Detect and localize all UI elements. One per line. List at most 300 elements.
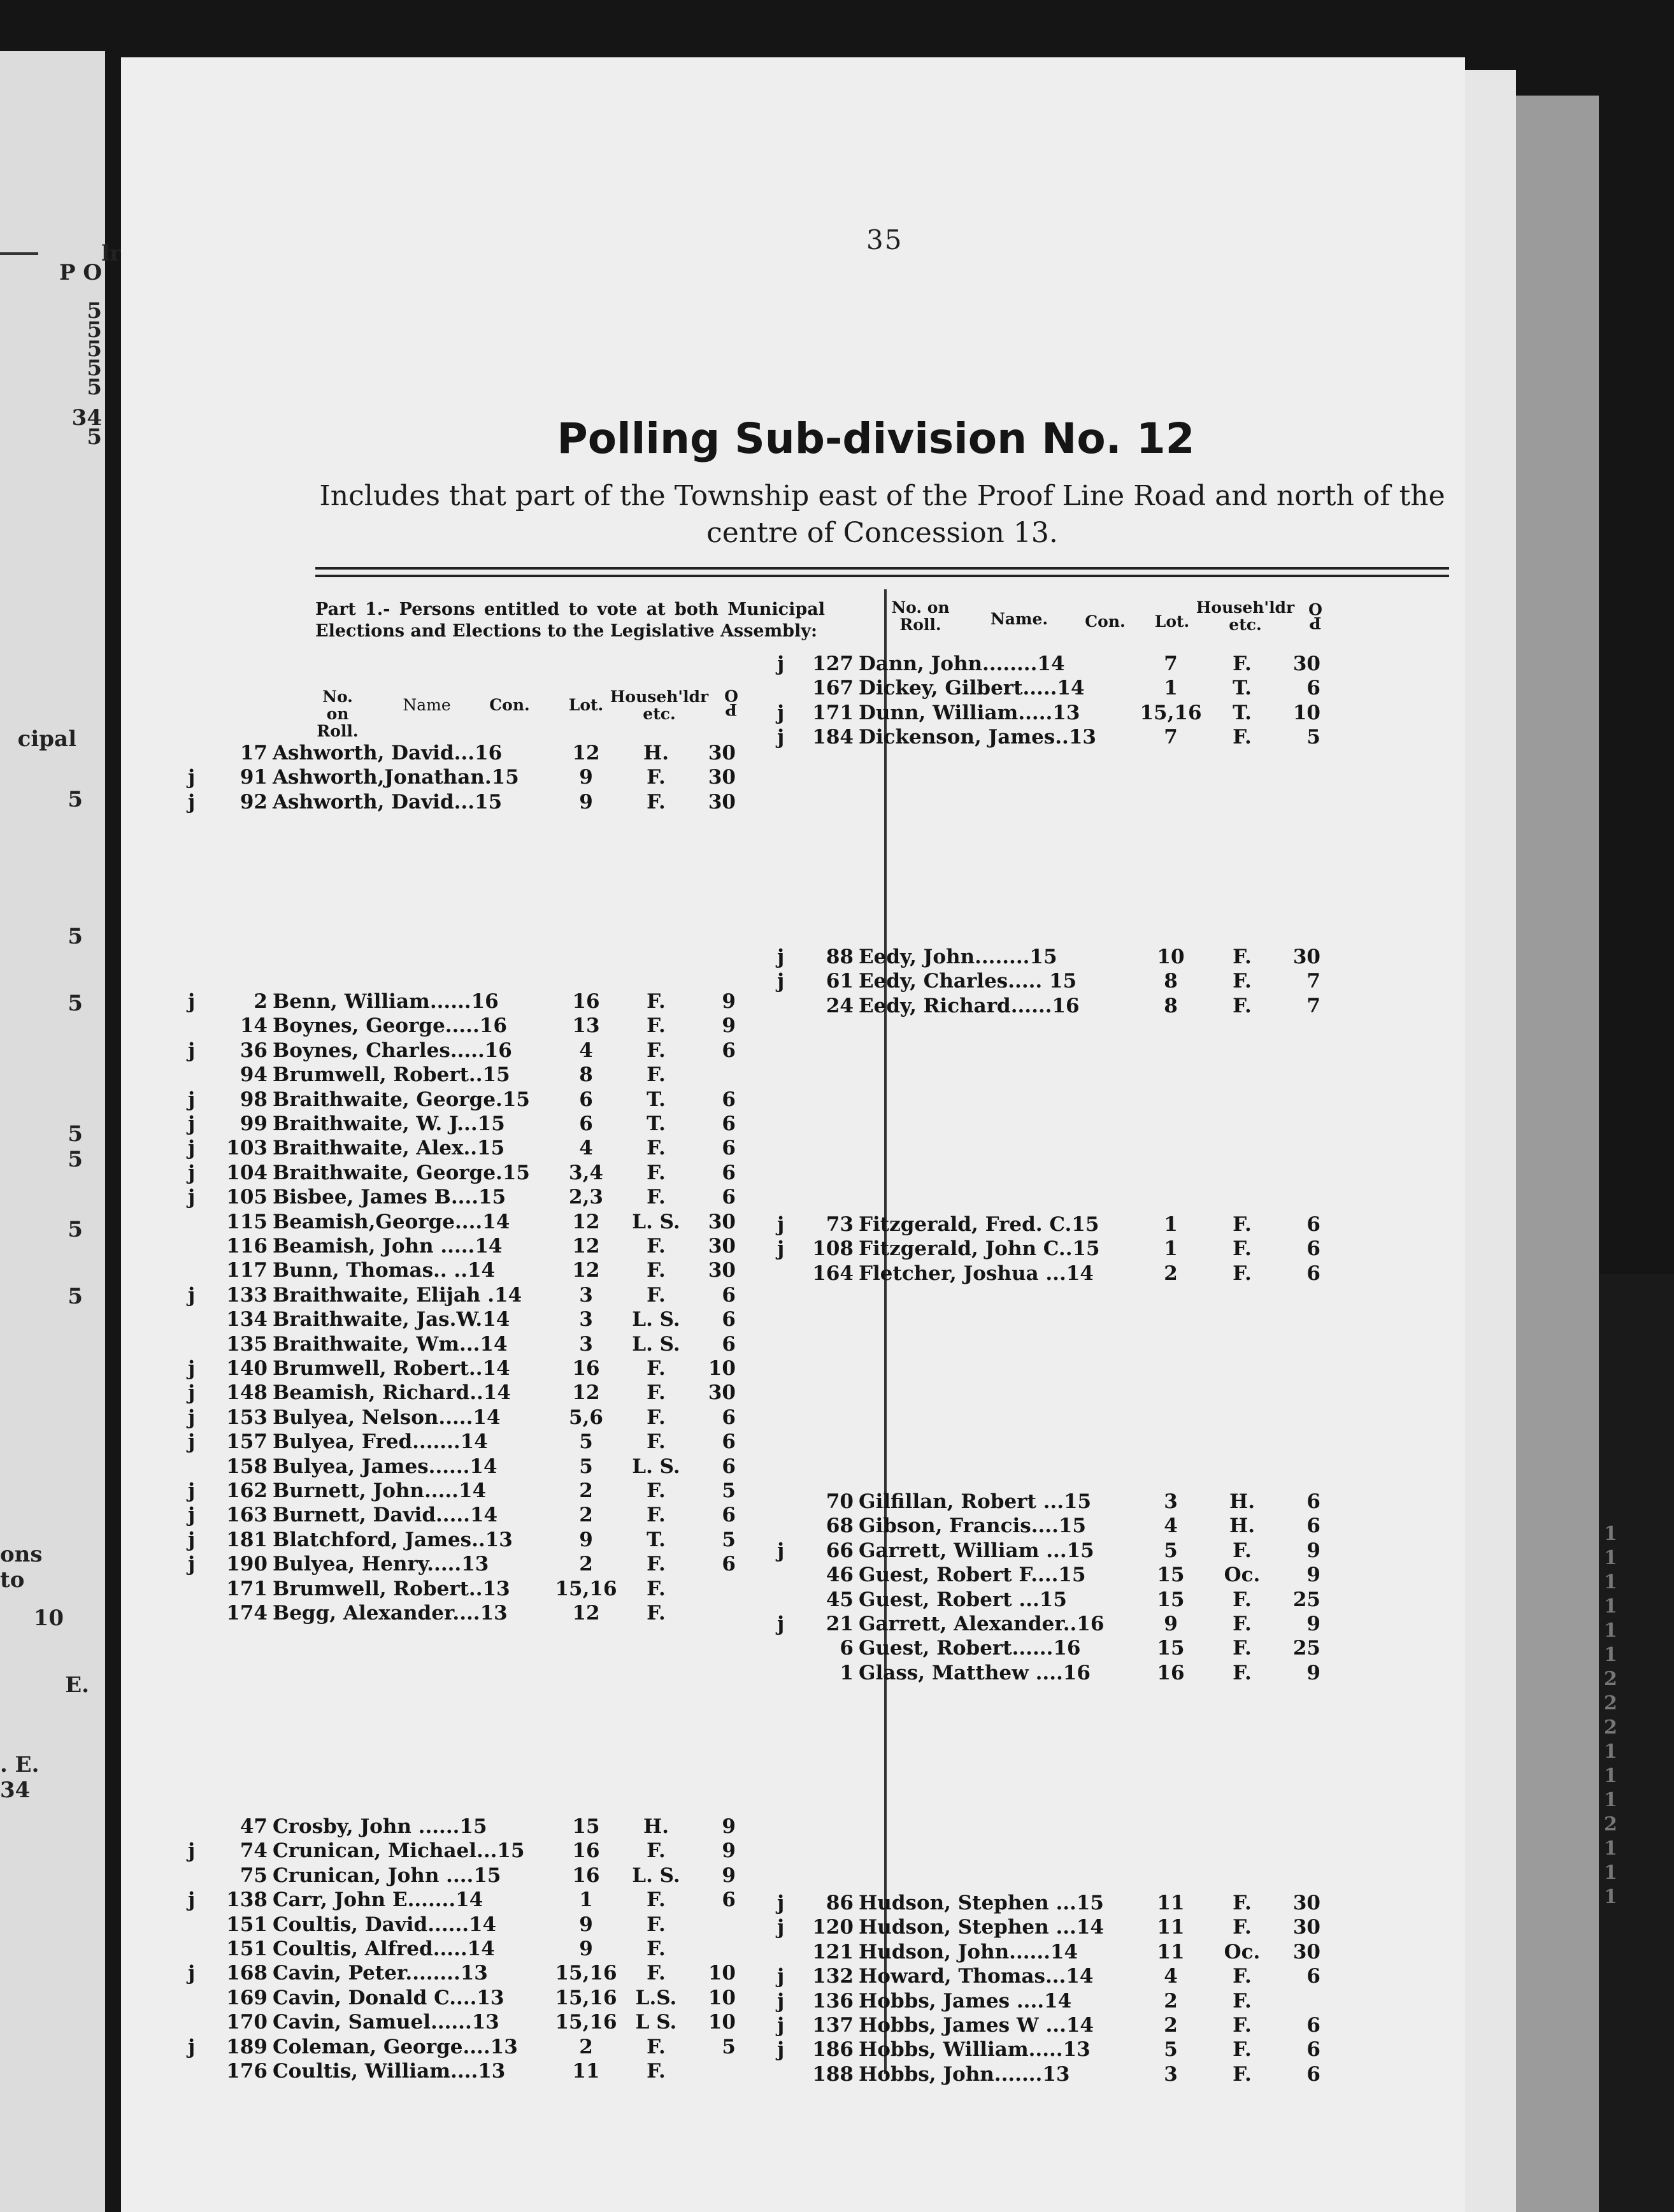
lot-value: 9: [579, 790, 593, 814]
strip-fragment: 10: [33, 1605, 64, 1631]
header-lot: Lot.: [1154, 612, 1190, 631]
po-value: 6: [1306, 2062, 1320, 2086]
po-value: 30: [1292, 1940, 1320, 1964]
po-value: 6: [1306, 677, 1320, 700]
po-value: 9: [1306, 1563, 1320, 1587]
po-value: 6: [722, 1137, 736, 1160]
householder-value: F.: [647, 1014, 666, 1038]
voter-name-con: Coleman, George....13: [273, 2035, 518, 2058]
jury-mark: j: [188, 990, 196, 1013]
roll-number: 24: [826, 994, 854, 1017]
po-value: 9: [722, 1014, 736, 1038]
voter-name-con: Hobbs, William.....13: [859, 2038, 1091, 2062]
voter-name-con: Guest, Robert......16: [859, 1637, 1081, 1660]
po-value: 10: [708, 1986, 736, 2009]
roll-number: 103: [226, 1137, 268, 1160]
lot-value: 2: [1164, 2014, 1178, 2037]
householder-value: F.: [647, 1405, 666, 1429]
lot-value: 3: [1164, 1490, 1178, 1513]
fringe-fragment: 1: [1604, 1571, 1617, 1593]
roll-number: 47: [240, 1815, 268, 1838]
po-value: 9: [722, 990, 736, 1013]
jury-mark: j: [188, 1381, 196, 1405]
fringe-fragment: 1: [1604, 1523, 1617, 1545]
fringe-fragment: 1: [1604, 1741, 1617, 1763]
voter-name-con: Brumwell, Robert..14: [273, 1357, 510, 1380]
voter-name-con: Eedy, John........15: [859, 945, 1057, 968]
part-heading: Part 1.- Persons entitled to vote at both Municipal Elections and Elections to the Legislative Assembly:: [315, 600, 825, 641]
lot-value: 1: [579, 1888, 593, 1912]
po-value: 30: [1292, 1916, 1320, 1939]
voter-name-con: Begg, Alexander....13: [273, 1602, 508, 1625]
po-value: 6: [1306, 1490, 1320, 1513]
lot-value: 15: [1157, 1563, 1185, 1587]
roll-number: 21: [826, 1612, 854, 1635]
lot-value: 3: [579, 1332, 593, 1356]
voter-name-con: Beamish, Richard..14: [273, 1381, 511, 1405]
fringe-fragment: 1: [1604, 1765, 1617, 1787]
householder-value: F.: [647, 1839, 666, 1863]
roll-number: 184: [812, 726, 854, 749]
po-value: 10: [708, 1962, 736, 1985]
jury-mark: j: [188, 790, 196, 814]
householder-value: F.: [647, 1186, 666, 1209]
page-edge: [1459, 70, 1516, 2212]
jury-mark: j: [188, 766, 196, 789]
voter-name-con: Hudson, John......14: [859, 1940, 1078, 1964]
voter-name-con: Braithwaite, Alex..15: [273, 1137, 505, 1160]
jury-mark: j: [777, 1612, 785, 1635]
roll-number: 14: [240, 1014, 268, 1038]
jury-mark: j: [188, 1962, 196, 1985]
householder-value: Oc.: [1224, 1563, 1261, 1587]
voter-name-con: Hobbs, James W ...14: [859, 2014, 1094, 2037]
lot-value: 6: [579, 1112, 593, 1135]
fringe-fragment: 2: [1604, 1692, 1617, 1714]
lot-value: 2,3: [569, 1186, 603, 1209]
householder-value: F.: [647, 990, 666, 1013]
lot-value: 7: [1164, 726, 1178, 749]
householder-value: F.: [1233, 652, 1252, 675]
po-value: 6: [722, 1430, 736, 1454]
po-value: 25: [1292, 1588, 1320, 1611]
roll-number: 116: [226, 1235, 268, 1258]
roll-number: 74: [240, 1839, 268, 1863]
po-value: 10: [708, 1357, 736, 1380]
householder-value: F.: [1233, 2062, 1252, 2086]
po-value: 6: [722, 1038, 736, 1062]
roll-number: 108: [812, 1237, 854, 1261]
po-value: 6: [1306, 1237, 1320, 1261]
voter-name-con: Braithwaite, Jas.W.14: [273, 1308, 510, 1332]
householder-value: F.: [1233, 1539, 1252, 1562]
voter-name-con: Brumwell, Robert..13: [273, 1577, 510, 1600]
po-value: 6: [722, 1161, 736, 1184]
lot-value: 5: [579, 1454, 593, 1478]
householder-value: F.: [647, 1430, 666, 1454]
lot-value: 15,16: [555, 1962, 617, 1985]
voter-name-con: Gibson, Francis....15: [859, 1514, 1087, 1538]
householder-value: H.: [1229, 1490, 1256, 1513]
roll-number: 136: [812, 1989, 854, 2013]
householder-value: F.: [647, 2035, 666, 2058]
header-lot: Lot.: [568, 696, 604, 714]
jury-mark: j: [777, 1916, 785, 1939]
householder-value: F.: [1233, 1588, 1252, 1611]
householder-value: F.: [1233, 1261, 1252, 1285]
voter-name-con: Fitzgerald, John C..15: [859, 1237, 1100, 1261]
lot-value: 12: [572, 1235, 600, 1258]
strip-fragment: 34: [71, 405, 102, 431]
householder-value: F.: [647, 1283, 666, 1307]
po-value: 6: [1306, 1261, 1320, 1285]
householder-value: L. S.: [632, 1454, 680, 1478]
lot-value: 3: [1164, 2062, 1178, 2086]
fringe-fragment: 1: [1604, 1547, 1617, 1569]
roll-number: 2: [254, 990, 268, 1013]
lot-value: 8: [1164, 970, 1178, 993]
roll-number: 98: [240, 1088, 268, 1111]
jury-mark: j: [777, 1237, 785, 1261]
jury-mark: j: [777, 1892, 785, 1914]
householder-value: T.: [1233, 677, 1252, 700]
roll-number: 36: [240, 1038, 268, 1062]
fringe-fragment: 1: [1604, 1644, 1617, 1666]
roll-number: 17: [240, 742, 268, 765]
voter-name-con: Beamish, John .....14: [273, 1235, 503, 1258]
jury-mark: j: [777, 2014, 785, 2037]
householder-value: H.: [643, 1815, 669, 1838]
lot-value: 4: [579, 1137, 593, 1160]
jury-mark: j: [188, 1888, 196, 1912]
document-page: [121, 57, 1465, 2212]
householder-value: F.: [647, 1888, 666, 1912]
householder-value: L.S.: [635, 1986, 677, 2009]
roll-number: 138: [226, 1888, 268, 1912]
lot-value: 13: [572, 1014, 600, 1038]
voter-name-con: Garrett, William ...15: [859, 1539, 1094, 1562]
jury-mark: j: [188, 1479, 196, 1502]
householder-value: F.: [1233, 1637, 1252, 1660]
householder-value: F.: [1233, 1661, 1252, 1684]
voter-name-con: Braithwaite, George.15: [273, 1161, 530, 1184]
roll-number: 148: [226, 1381, 268, 1405]
roll-number: 115: [226, 1210, 268, 1233]
roll-number: 171: [226, 1577, 268, 1600]
header-rule: [315, 575, 1449, 577]
voter-name-con: Bunn, Thomas.. ..14: [273, 1259, 496, 1282]
strip-fragment: 5: [68, 787, 83, 812]
roll-number: 133: [226, 1283, 268, 1307]
po-value: 30: [708, 766, 736, 789]
voter-name-con: Burnett, John.....14: [273, 1479, 487, 1502]
householder-value: F.: [647, 1038, 666, 1062]
strip-fragment: 5: [87, 375, 102, 400]
voter-name-con: Boynes, George.....16: [273, 1014, 507, 1038]
householder-value: F.: [647, 790, 666, 814]
roll-number: 189: [226, 2035, 268, 2058]
householder-value: F.: [647, 1063, 666, 1087]
header-name: Name: [403, 696, 451, 714]
po-value: 6: [722, 1112, 736, 1135]
header-househ: Househ'ldr etc.: [1196, 598, 1295, 634]
voter-name-con: Gilfillan, Robert ...15: [859, 1490, 1092, 1513]
lot-value: 4: [579, 1038, 593, 1062]
voter-name-con: Carr, John E.......14: [273, 1888, 483, 1912]
householder-value: F.: [647, 1161, 666, 1184]
householder-value: F.: [647, 1235, 666, 1258]
jury-mark: j: [188, 1405, 196, 1429]
jury-mark: j: [777, 2038, 785, 2062]
lot-value: 10: [1157, 945, 1185, 968]
po-value: 6: [722, 1405, 736, 1429]
roll-number: 140: [226, 1357, 268, 1380]
lot-value: 8: [1164, 994, 1178, 1017]
lot-value: 9: [579, 1937, 593, 1960]
strip-fragment: 5: [68, 1121, 83, 1147]
lot-value: 1: [1164, 677, 1178, 700]
po-value: 6: [722, 1186, 736, 1209]
fringe-fragment: 1: [1604, 1789, 1617, 1811]
voter-name-con: Beamish,George....14: [273, 1210, 510, 1233]
householder-value: F.: [647, 1577, 666, 1600]
lot-value: 6: [579, 1088, 593, 1111]
voter-name-con: Braithwaite, George.15: [273, 1088, 530, 1111]
po-value: 5: [1306, 726, 1320, 749]
lot-value: 3: [579, 1308, 593, 1332]
strip-fragment: 5: [87, 356, 102, 381]
po-value: 6: [722, 1283, 736, 1307]
lot-value: 4: [1164, 1965, 1178, 1988]
voter-name-con: Bulyea, Nelson.....14: [273, 1405, 501, 1429]
po-value: 6: [1306, 1213, 1320, 1236]
lot-value: 11: [1157, 1940, 1185, 1964]
po-value: 6: [722, 1888, 736, 1912]
voter-name-con: Coultis, David......14: [273, 1913, 497, 1936]
strip-fragment: 5: [68, 1284, 83, 1309]
strip-fragment: 5: [68, 1147, 83, 1172]
po-value: 30: [708, 1235, 736, 1258]
jury-mark: j: [188, 1357, 196, 1380]
roll-number: 88: [826, 945, 854, 968]
roll-number: 135: [226, 1332, 268, 1356]
strip-rule: [0, 252, 38, 255]
jury-mark: j: [188, 1528, 196, 1551]
householder-value: L. S.: [632, 1332, 680, 1356]
po-value: 25: [1292, 1637, 1320, 1660]
voter-name-con: Eedy, Richard......16: [859, 994, 1080, 1017]
voter-name-con: Benn, William......16: [273, 990, 499, 1013]
lot-value: 12: [572, 742, 600, 765]
lot-value: 16: [1157, 1661, 1185, 1684]
roll-number: 75: [240, 1864, 268, 1887]
householder-value: L S.: [635, 2011, 677, 2034]
po-value: 6: [1306, 2014, 1320, 2037]
po-value: 30: [1292, 652, 1320, 675]
fringe-fragment: 2: [1604, 1668, 1617, 1690]
voter-name-con: Coultis, Alfred.....14: [273, 1937, 495, 1960]
householder-value: F.: [1233, 994, 1252, 1017]
header-househ: Househ'ldr etc.: [610, 687, 709, 723]
householder-value: F.: [1233, 1237, 1252, 1261]
householder-value: F.: [1233, 945, 1252, 968]
roll-number: 169: [226, 1986, 268, 2009]
header-po: P O: [1308, 600, 1322, 632]
fringe-fragment: 1: [1604, 1837, 1617, 1860]
fringe-fragment: 1: [1604, 1862, 1617, 1884]
jury-mark: j: [188, 1112, 196, 1135]
lot-value: 15: [1157, 1637, 1185, 1660]
fringe-fragment: 1: [1604, 1595, 1617, 1618]
jury-mark: j: [188, 1137, 196, 1160]
strip-fragment: ons to: [0, 1542, 43, 1593]
lot-value: 15,16: [1140, 701, 1202, 724]
voter-name-con: Bulyea, Henry.....13: [273, 1553, 489, 1576]
voter-name-con: Guest, Robert F....15: [859, 1563, 1086, 1587]
po-value: 6: [722, 1504, 736, 1527]
roll-number: 132: [812, 1965, 854, 1988]
fringe-fragment: 1: [1604, 1620, 1617, 1642]
header-rule: [315, 567, 1449, 570]
strip-fragment: 5: [87, 298, 102, 324]
lot-value: 5: [1164, 1539, 1178, 1562]
fringe-fragment: 1: [1604, 1886, 1617, 1908]
po-value: 9: [1306, 1539, 1320, 1562]
lot-value: 5: [1164, 2038, 1178, 2062]
householder-value: F.: [1233, 970, 1252, 993]
lot-value: 12: [572, 1381, 600, 1405]
lot-value: 5: [579, 1430, 593, 1454]
lot-value: 16: [572, 1839, 600, 1863]
strip-fragment: cipal: [17, 726, 76, 752]
voter-name-con: Guest, Robert ...15: [859, 1588, 1067, 1611]
jury-mark: j: [188, 1553, 196, 1576]
lot-value: 2: [579, 1479, 593, 1502]
description-line: centre of Concession 13.: [706, 517, 1058, 549]
jury-mark: j: [777, 945, 785, 968]
roll-number: 6: [840, 1637, 854, 1660]
householder-value: T.: [647, 1112, 666, 1135]
householder-value: F.: [1233, 2038, 1252, 2062]
header-no-roll: No. on Roll.: [317, 687, 359, 740]
householder-value: L. S.: [632, 1210, 680, 1233]
voter-name-con: Braithwaite, Wm...14: [273, 1332, 508, 1356]
voter-name-con: Dickey, Gilbert.....14: [859, 677, 1085, 700]
po-value: 6: [722, 1088, 736, 1111]
roll-number: 121: [812, 1940, 854, 1964]
po-value: 5: [722, 1479, 736, 1502]
voter-name-con: Fletcher, Joshua ...14: [859, 1261, 1094, 1285]
roll-number: 188: [812, 2062, 854, 2086]
jury-mark: j: [188, 1088, 196, 1111]
voter-name-con: Ashworth, David...16: [273, 742, 503, 765]
roll-number: 117: [226, 1259, 268, 1282]
roll-number: 73: [826, 1213, 854, 1236]
householder-value: F.: [647, 1937, 666, 1960]
po-value: 9: [722, 1839, 736, 1863]
roll-number: 94: [240, 1063, 268, 1087]
householder-value: F.: [1233, 726, 1252, 749]
roll-number: 66: [826, 1539, 854, 1562]
page-title: Polling Sub-division No. 12: [557, 414, 1195, 463]
householder-value: Oc.: [1224, 1940, 1261, 1964]
lot-value: 2: [579, 2035, 593, 2058]
householder-value: T.: [1233, 701, 1252, 724]
lot-value: 15,16: [555, 1986, 617, 2009]
po-value: 6: [1306, 2038, 1320, 2062]
header-con: Con.: [489, 696, 530, 714]
householder-value: F.: [1233, 1989, 1252, 2013]
roll-number: 162: [226, 1479, 268, 1502]
voter-name-con: Blatchford, James..13: [273, 1528, 513, 1551]
householder-value: L. S.: [632, 1308, 680, 1332]
householder-value: T.: [647, 1088, 666, 1111]
lot-value: 2: [579, 1504, 593, 1527]
po-value: 30: [708, 1259, 736, 1282]
lot-value: 15: [572, 1815, 600, 1838]
po-value: 30: [1292, 945, 1320, 968]
roll-number: 190: [226, 1553, 268, 1576]
roll-number: 92: [240, 790, 268, 814]
jury-mark: j: [777, 1213, 785, 1236]
roll-number: 164: [812, 1261, 854, 1285]
fringe-fragment: 2: [1604, 1813, 1617, 1835]
roll-number: 181: [226, 1528, 268, 1551]
po-value: 30: [708, 1210, 736, 1233]
po-value: 6: [722, 1454, 736, 1478]
roll-number: 137: [812, 2014, 854, 2037]
jury-mark: j: [777, 726, 785, 749]
roll-number: 99: [240, 1112, 268, 1135]
householder-value: F.: [1233, 1916, 1252, 1939]
strip-fragment: 5: [87, 336, 102, 362]
householder-value: F.: [647, 1913, 666, 1936]
householder-value: F.: [647, 1504, 666, 1527]
householder-value: F.: [647, 1962, 666, 1985]
lot-value: 11: [1157, 1892, 1185, 1914]
po-value: 30: [708, 742, 736, 765]
roll-number: 86: [826, 1892, 854, 1914]
householder-value: F.: [647, 1381, 666, 1405]
householder-value: F.: [647, 1553, 666, 1576]
roll-number: 120: [812, 1916, 854, 1939]
strip-fragment: 5: [87, 317, 102, 343]
voter-name-con: Ashworth,Jonathan.15: [273, 766, 519, 789]
voter-name-con: Garrett, Alexander..16: [859, 1612, 1105, 1635]
lot-value: 16: [572, 1864, 600, 1887]
jury-mark: j: [188, 1839, 196, 1863]
voter-name-con: Cavin, Samuel......13: [273, 2011, 499, 2034]
voter-name-con: Dann, John........14: [859, 652, 1065, 675]
strip-fragment: P O: [59, 260, 102, 285]
roll-number: 127: [812, 652, 854, 675]
householder-value: F.: [647, 1259, 666, 1282]
roll-number: 158: [226, 1454, 268, 1478]
po-value: 5: [722, 2035, 736, 2058]
householder-value: F.: [1233, 1213, 1252, 1236]
lot-value: 9: [1164, 1612, 1178, 1635]
header-name: Name.: [990, 610, 1048, 628]
lot-value: 9: [579, 1913, 593, 1936]
roll-number: 68: [826, 1514, 854, 1538]
jury-mark: j: [777, 701, 785, 724]
voter-name-con: Dunn, William.....13: [859, 701, 1080, 724]
lot-value: 9: [579, 766, 593, 789]
voter-name-con: Braithwaite, Elijah .14: [273, 1283, 522, 1307]
lot-value: 15,16: [555, 2011, 617, 2034]
po-value: 30: [1292, 1892, 1320, 1914]
householder-value: F.: [647, 2060, 666, 2083]
